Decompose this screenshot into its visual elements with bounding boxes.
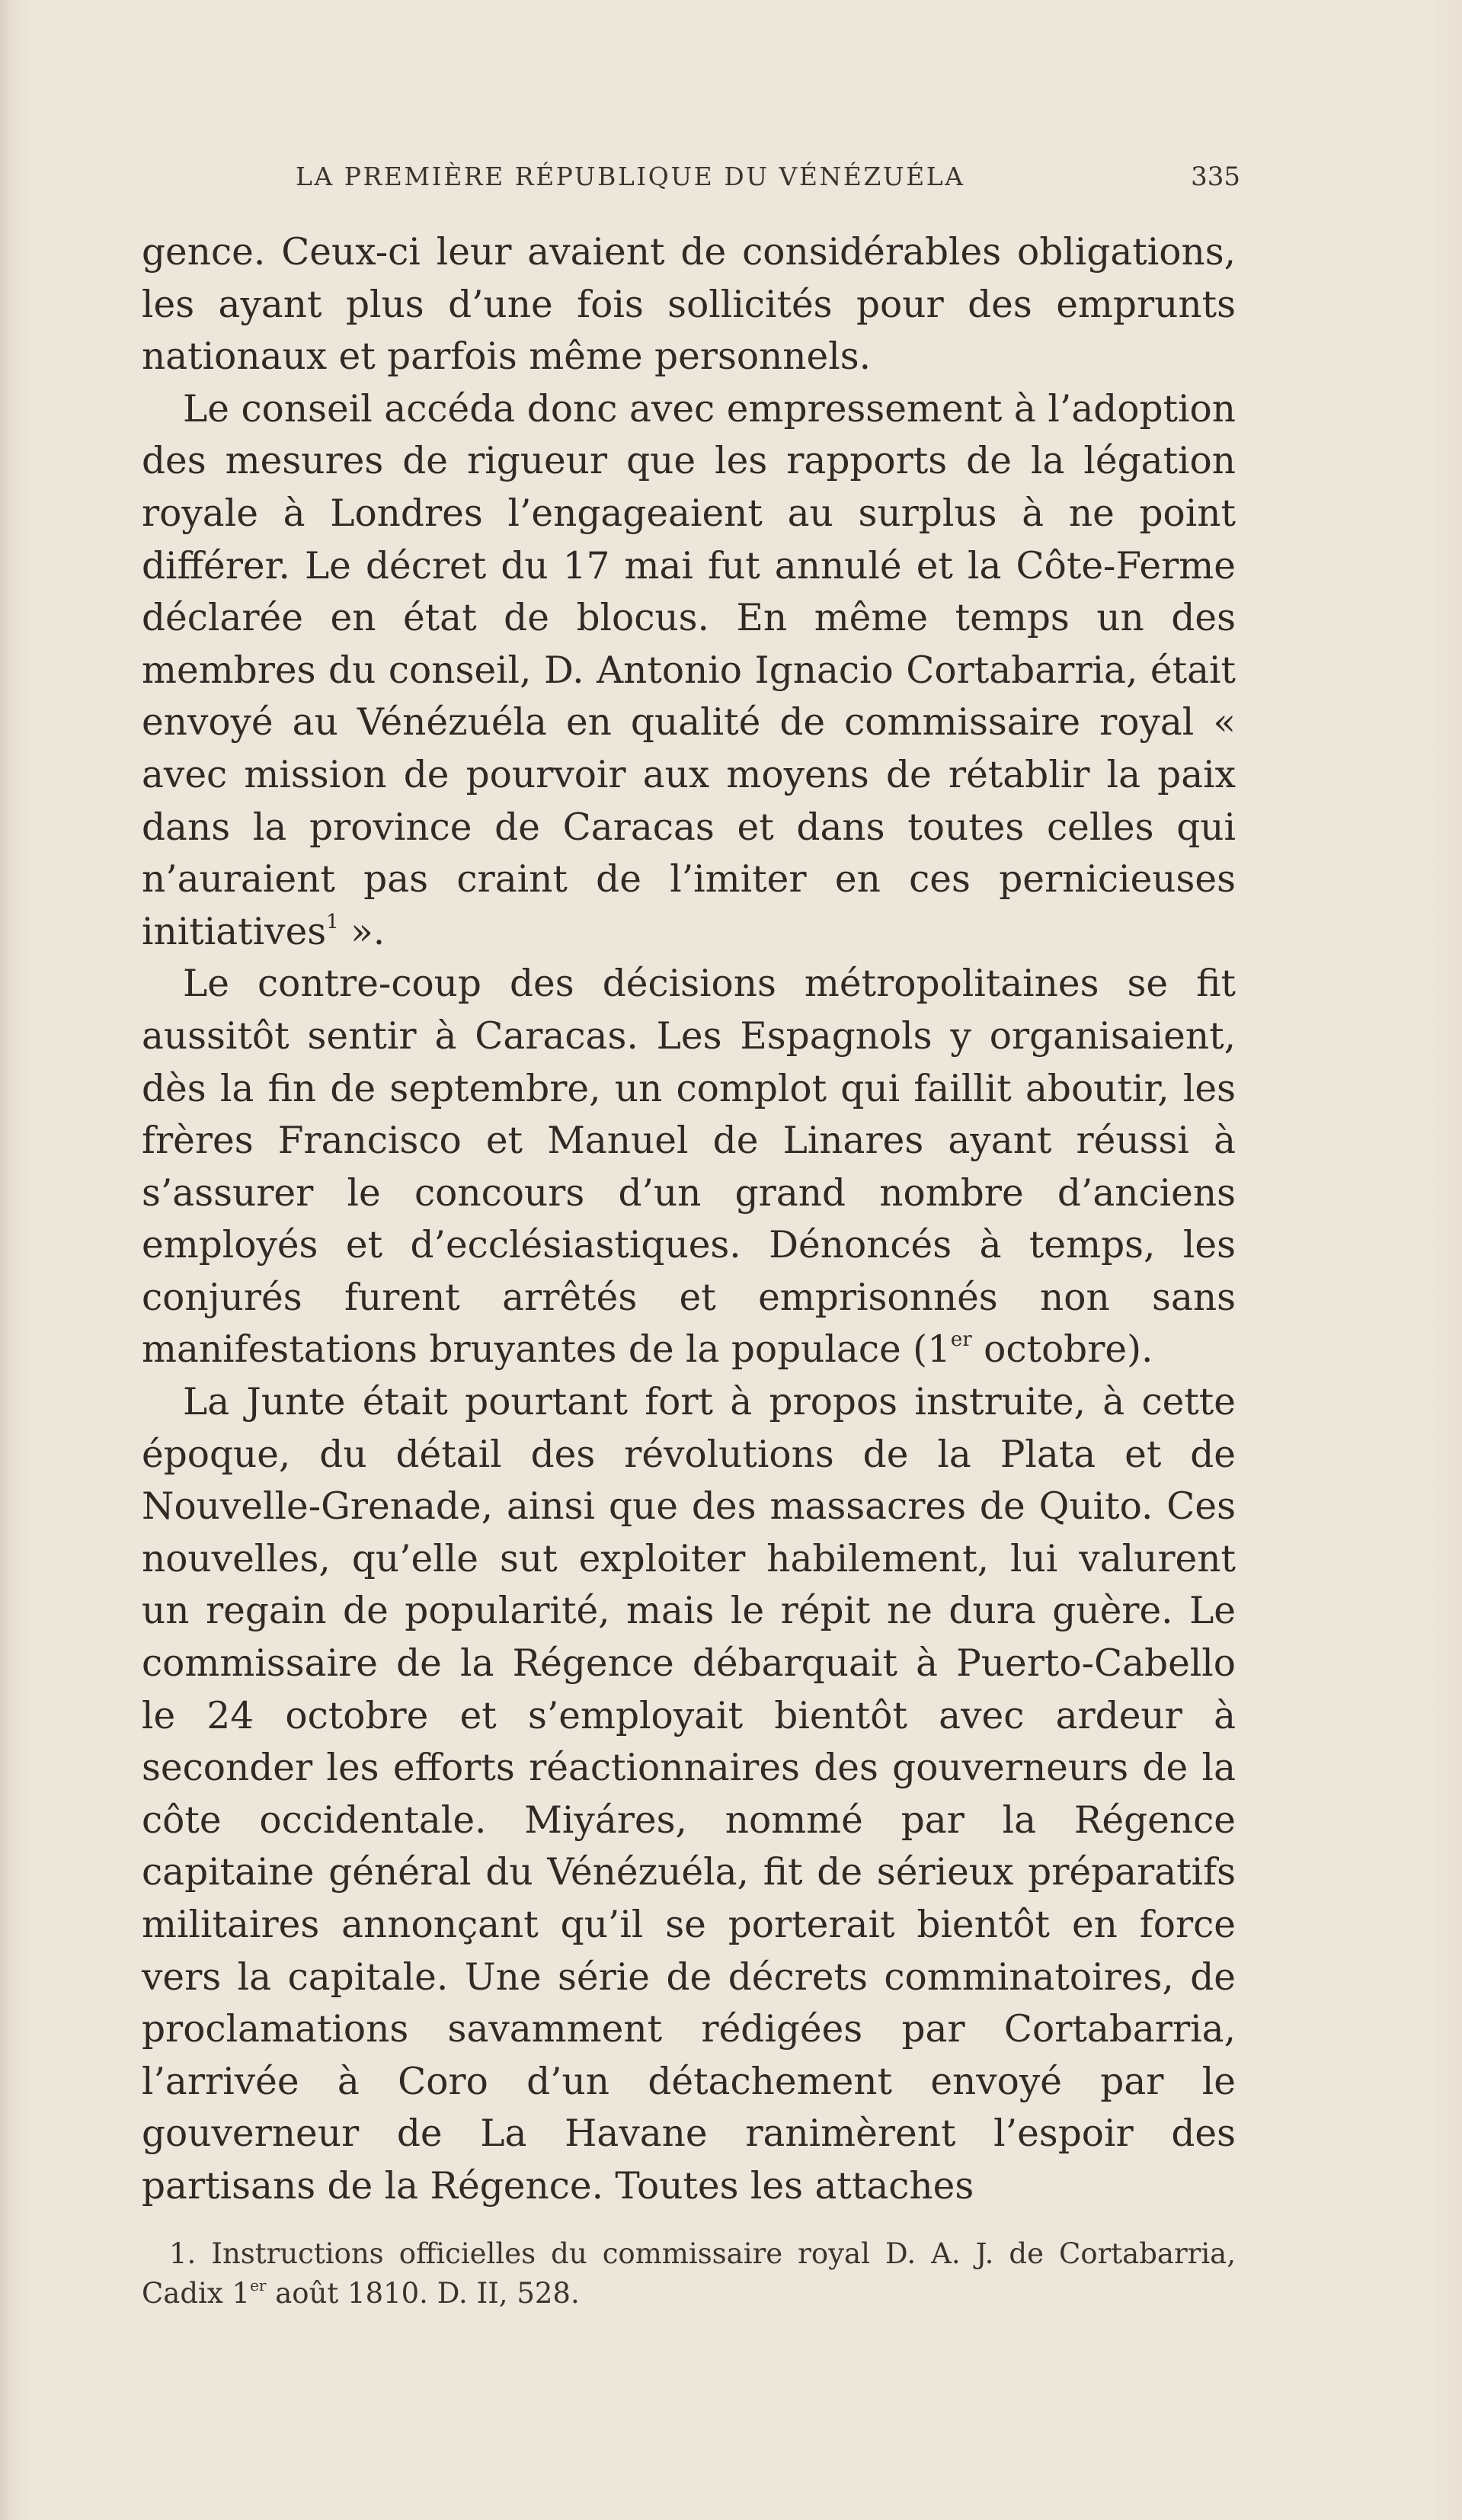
paragraph-text: gence. Ceux-ci leur avaient de considérables obligations, les ayant plus d’une fois sollicités pour des emprunts nationaux et parfois même personnels. — [142, 231, 1236, 379]
paragraph — [142, 383, 1236, 959]
footnote-body: août 1810. D. II, 528. — [266, 2277, 580, 2310]
body-text — [142, 226, 1236, 2213]
footnote-reference: 1 — [326, 910, 339, 933]
paragraph-text: octobre). — [971, 1328, 1153, 1372]
running-title: LA PREMIÈRE RÉPUBLIQUE DU VÉNÉZUÉLA — [296, 162, 965, 191]
page-number: 335 — [1191, 162, 1240, 192]
paragraph — [142, 1376, 1236, 2213]
ordinal-superscript: er — [250, 2275, 267, 2294]
footnote — [142, 2234, 1236, 2313]
paragraph-continued — [142, 226, 1236, 383]
ordinal-superscript: er — [950, 1328, 972, 1352]
paragraph-text: Le conseil accéda donc avec empressement à l’adoption des mesures de rigueur que les rapports de la légation royale à Londres l’engageaient au surplus à ne point différer. Le décret du 17 mai fut annulé et la Côte-Ferme déclarée en état de blocus. En même temps un des membres du conseil, D. Antonio Ignacio Cortabarria, était envoyé au Vénézuéla en qualité de commissaire royal « avec mission de pourvoir aux moyens de rétablir la paix dans la province de Caracas et dans toutes celles qui n’auraient pas craint de l’imiter en ces pernicieuses initiatives — [142, 387, 1236, 953]
footnote-body: 1. Instructions officielles du commissaire royal D. A. J. de Cortabarria, Cadix 1 — [142, 2237, 1236, 2310]
footnote-text — [142, 2234, 1236, 2313]
paragraph — [142, 958, 1236, 1376]
running-head — [296, 162, 1240, 200]
paragraph-text: Le contre-coup des décisions métropolitaines se fit aussitôt sentir à Caracas. Les Espagnols y organisaient, dès la fin de septembre, un complot qui faillit aboutir, les frères Francisco et Manuel de Linares ayant réussi à s’assurer le concours d’un grand nombre d’anciens employés et d’ecclésiastiques. Dénoncés à temps, les conjurés furent arrêtés et emprisonnés non sans manifestations bruyantes de la populace (1 — [142, 962, 1236, 1372]
paragraph-text: ». — [338, 910, 385, 953]
paragraph-text: La Junte était pourtant fort à propos instruite, à cette époque, du détail des révolutions de la Plata et de Nouvelle-Grenade, ainsi que des massacres de Quito. Ces nouvelles, qu’elle sut exploiter habilement, lui valurent un regain de popularité, mais le répit ne dura guère. Le commissaire de la Régence débarquait à Puerto-Cabello le 24 octobre et s’employait bientôt avec ardeur à seconder les efforts réactionnaires des gouverneurs de la côte occidentale. Miyáres, nommé par la Régence capitaine général du Vénézuéla, fit de sérieux préparatifs militaires annonçant qu’il se porterait bientôt en force vers la capitale. Une série de décrets comminatoires, de proclamations savamment rédigées par Cortabarria, l’arrivée à Coro d’un détachement envoyé par le gouverneur de La Havane ranimèrent l’espoir des partisans de la Régence. Toutes les attaches — [142, 1381, 1236, 2208]
